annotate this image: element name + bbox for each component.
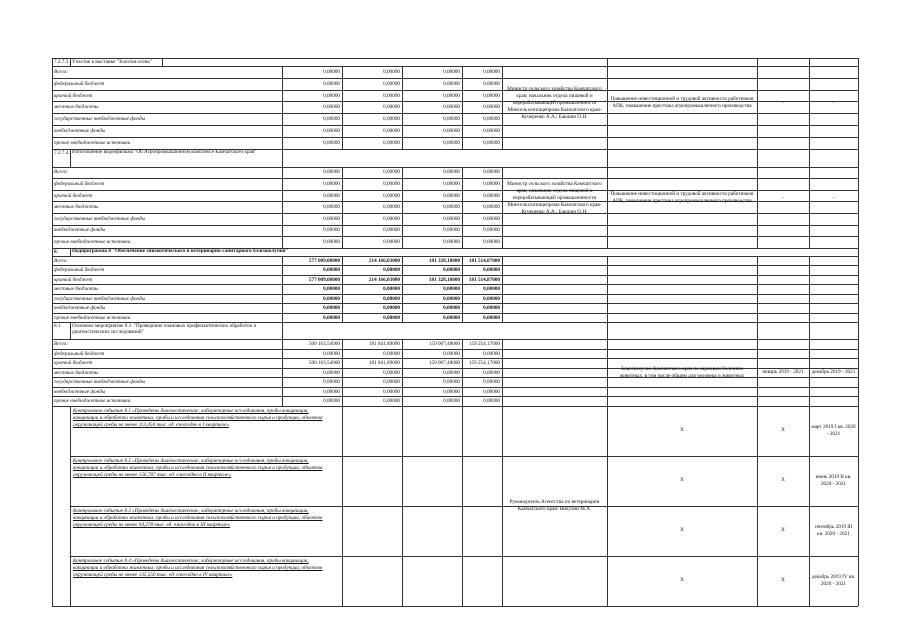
- control-event-text: Контрольное событие 8.3 «Проведены диагностические, лабораторные исследования, пробы вакцинации, вакцинации и обработки животных, пробы и исследования сельскохозяйственного сырья и продукции, объектов окружающей среды не менее 94,278 тыс. ед. ежегодно в III квартале»: [73, 507, 323, 528]
- budget-value: 0,00000: [383, 239, 400, 245]
- responsible-cell: [504, 149, 605, 248]
- budget-value: 0,00000: [383, 227, 400, 234]
- budget-value: 0,00000: [443, 181, 460, 187]
- budget-value: 181 841,89000: [368, 341, 400, 348]
- budget-row-label: прочие внебюджетные источники: [54, 314, 131, 321]
- column-border: [282, 66, 283, 149]
- control-x-end: Х: [781, 577, 785, 584]
- start-cell: [759, 58, 807, 149]
- control-date: март 2019 I кв. 2020 - 2021: [811, 423, 856, 437]
- budget-row-label: внебюджетные фонды: [54, 127, 106, 134]
- section-title: Подпрограмма 8 "Обеспечение эпизоотического и ветеринарно-санитарного благополучия": [72, 248, 289, 255]
- column-border: [607, 406, 608, 606]
- budget-value: 0,00000: [323, 116, 340, 123]
- budget-row-label: федеральный бюджет: [54, 80, 105, 87]
- budget-value: 159 067,48000: [428, 341, 460, 348]
- budget-value: 181 328,18000: [428, 276, 460, 283]
- budget-value: 0,00000: [443, 388, 460, 395]
- responsible-cell-text: Министр сельского хозяйства Камчатского края, начальник отдела пищевой и перерабатывающей промышленности Минсельхозпищепрома Камчатского края-Кучеренко А.А.; Бакшин О.Н.: [507, 180, 602, 215]
- control-x-end: Х: [781, 427, 785, 434]
- budget-value: 0,00000: [483, 295, 500, 302]
- column-border: [809, 322, 810, 406]
- budget-value: 0,00000: [383, 104, 400, 111]
- budget-row-label: внебюджетные фонды: [54, 388, 106, 395]
- start-cell: [759, 149, 807, 248]
- budget-value: 214 166,03000: [368, 257, 400, 264]
- budget-value: 0,00000: [483, 305, 500, 312]
- column-border: [342, 339, 343, 406]
- control-event-text: Контрольное событие 8.2 «Проведены диагностические, лабораторные исследования, пробы вакцинации, вакцинации и обработки животных, пробы и исследования сельскохозяйственного сырья и продукции, объектов окружающей среды не менее 156,787 тыс. ед. ежегодно в II квартале»: [73, 457, 323, 478]
- budget-row-label: внебюджетные фонды: [54, 227, 106, 234]
- column-border: [70, 322, 71, 339]
- column-border: [70, 406, 71, 606]
- budget-value: 0,00000: [443, 267, 460, 274]
- column-border: [282, 339, 283, 406]
- column-border: [282, 256, 283, 323]
- budget-value: 0,00000: [383, 388, 400, 395]
- budget-value: 0,00000: [323, 267, 340, 274]
- column-border: [342, 167, 343, 248]
- column-border: [462, 66, 463, 149]
- budget-value: 0,00000: [483, 239, 500, 245]
- control-x-end: Х: [781, 477, 785, 484]
- column-border: [858, 149, 859, 248]
- budget-value: 0,00000: [443, 314, 460, 321]
- column-border: [402, 167, 403, 248]
- budget-value: 0,00000: [383, 204, 400, 211]
- column-border: [757, 149, 758, 248]
- budget-value: 0,00000: [443, 379, 460, 386]
- budget-row-label: местные бюджеты: [54, 286, 99, 293]
- budget-value: 0,00000: [323, 181, 340, 187]
- budget-value: 0,00000: [323, 239, 340, 245]
- budget-value: 0,00000: [483, 215, 500, 222]
- budget-value: 0,00000: [323, 68, 340, 75]
- budget-value: 0,00000: [443, 116, 460, 123]
- budget-value: 0,00000: [483, 104, 500, 111]
- control-event-text: Контрольное событие 8.1 «Проведены диагностические, лабораторные исследования, пробы вакцинации, вакцинации и обработки животных, пробы и исследования сельскохозяйственного сырья и продукции, объектов окружающей среды не менее 113,450 тыс. ед. ежегодно в I квартале»: [73, 407, 323, 428]
- budget-value: 181 514,87000: [468, 257, 500, 264]
- budget-value: 0,00000: [323, 104, 340, 111]
- column-border: [462, 339, 463, 406]
- budget-value: 0,00000: [323, 80, 340, 87]
- budget-value: 0,00000: [483, 181, 500, 187]
- budget-row-label: краевой бюджет: [54, 192, 93, 199]
- budget-value: 0,00000: [483, 169, 500, 176]
- end-cell: [811, 339, 856, 406]
- budget-row-label: государственные внебюджетные фонды: [54, 295, 146, 302]
- column-border: [342, 256, 343, 323]
- column-border: [342, 406, 343, 606]
- responsible-vet-cell-text: Руководитель Агентства по ветеринарии Камчатского края/ Никулин М.А.: [509, 498, 600, 512]
- budget-value: 0,00000: [383, 295, 400, 302]
- column-border: [757, 256, 758, 323]
- column-border: [858, 406, 859, 606]
- budget-row-label: краевой бюджет: [54, 276, 93, 283]
- column-border: [757, 58, 758, 149]
- column-border: [402, 66, 403, 149]
- budget-value: 0,00000: [383, 267, 400, 274]
- column-border: [858, 322, 859, 406]
- budget-value: 159 254,17000: [468, 341, 500, 348]
- control-x-start: Х: [680, 477, 684, 484]
- budget-row-label: местные бюджеты: [54, 104, 99, 111]
- column-border: [462, 167, 463, 248]
- budget-value: 0,00000: [483, 127, 500, 134]
- budget-value: 0,00000: [443, 139, 460, 146]
- budget-row-label: федеральный бюджет: [54, 181, 105, 187]
- column-border: [70, 58, 71, 66]
- end-cell-text: -: [832, 194, 835, 201]
- end-cell-text: декабрь 2019 - 2021: [811, 369, 856, 376]
- budget-value: 0,00000: [483, 227, 500, 234]
- column-border: [607, 322, 608, 406]
- column-border: [70, 248, 71, 256]
- budget-value: 0,00000: [383, 116, 400, 123]
- budget-value: 0,00000: [483, 388, 500, 395]
- budget-value: 0,00000: [443, 215, 460, 222]
- budget-value: 0,00000: [323, 314, 340, 321]
- column-border: [162, 58, 163, 66]
- budget-value: 0,00000: [323, 398, 340, 405]
- budget-value: 0,00000: [483, 204, 500, 211]
- start-cell-text: январь 2019 - 2021: [762, 369, 804, 376]
- budget-value: 0,00000: [483, 286, 500, 293]
- end-cell-text: -: [832, 99, 835, 106]
- budget-value: 214 166,03000: [368, 276, 400, 283]
- section-title: Изготовление видеофильма "Об Агропромышленном комплексе Камчатского края": [72, 149, 257, 156]
- budget-value: 0,00000: [443, 305, 460, 312]
- section-title: Основное мероприятие 8.1. "Проведение плановых профилактических обработок и диагностических исследований": [72, 322, 257, 336]
- column-border: [809, 256, 810, 323]
- budget-row-label: Всего:: [54, 341, 69, 348]
- column-border: [282, 322, 283, 339]
- budget-value: 0,00000: [323, 215, 340, 222]
- budget-value: 0,00000: [383, 215, 400, 222]
- control-event-text: Контрольное событие 8.4 «Проведены диагностические, лабораторные исследования, пробы вакцинации, вакцинации и обработки животных, пробы и исследования сельскохозяйственного сырья и продукции, объектов окружающей среды не менее 135,550 тыс. ед. ежегодно в IV квартале»: [73, 557, 323, 578]
- budget-value: 0,00000: [323, 379, 340, 386]
- budget-value: 0,00000: [483, 116, 500, 123]
- budget-value: 0,00000: [443, 239, 460, 245]
- column-border: [52, 58, 53, 606]
- result-cell: [609, 58, 755, 149]
- budget-value: 0,00000: [323, 350, 340, 357]
- column-border: [809, 149, 810, 248]
- budget-value: 0,00000: [323, 369, 340, 376]
- budget-value: 159 067,48000: [428, 360, 460, 367]
- budget-value: 0,00000: [443, 286, 460, 293]
- budget-value: 500 163,54000: [308, 341, 340, 348]
- responsible-vet-cell: [504, 406, 605, 606]
- column-border: [858, 248, 859, 256]
- section-title: Участие в выставке "Золотая осень": [72, 58, 152, 65]
- budget-value: 0,00000: [323, 139, 340, 146]
- column-border: [809, 406, 810, 606]
- control-x-end: Х: [781, 527, 785, 534]
- budget-row-label: прочие внебюджетные источники: [54, 398, 131, 405]
- budget-value: 500 163,54000: [308, 360, 340, 367]
- budget-value: 181 514,87000: [468, 276, 500, 283]
- budget-row-label: федеральный бюджет: [54, 267, 105, 274]
- result-cell-text: Благополучие Камчатского края по заразным болезням животных, в том числе общим для человека и животных: [619, 365, 745, 379]
- row-border: [52, 606, 858, 607]
- budget-row-label: внебюджетные фонды: [54, 305, 106, 312]
- column-border: [809, 58, 810, 149]
- budget-value: 577 009,08000: [308, 257, 340, 264]
- column-border: [858, 58, 859, 149]
- budget-value: 0,00000: [443, 68, 460, 75]
- column-border: [757, 406, 758, 606]
- budget-row-label: государственные внебюджетные фонды: [54, 116, 146, 123]
- budget-row-label: местные бюджеты: [54, 369, 99, 376]
- budget-value: 0,00000: [483, 369, 500, 376]
- budget-value: 0,00000: [483, 398, 500, 405]
- budget-value: 0,00000: [323, 295, 340, 302]
- budget-value: 0,00000: [443, 104, 460, 111]
- end-cell: [811, 149, 856, 248]
- budget-value: 0,00000: [323, 227, 340, 234]
- budget-value: 0,00000: [483, 379, 500, 386]
- budget-value: 0,00000: [383, 286, 400, 293]
- column-border: [607, 58, 608, 149]
- budget-value: 0,00000: [443, 227, 460, 234]
- budget-value: 181 328,18000: [428, 257, 460, 264]
- budget-value: 0,00000: [323, 92, 340, 99]
- column-border: [502, 66, 503, 149]
- column-border: [502, 167, 503, 248]
- budget-value: 159 254,17000: [468, 360, 500, 367]
- section-code: 8.: [54, 248, 58, 255]
- responsible-cell: [504, 58, 605, 149]
- control-date: сентябрь 2019 III кв. 2020 - 2021: [814, 523, 853, 537]
- budget-value: 0,00000: [383, 350, 400, 357]
- budget-value: 0,00000: [483, 139, 500, 146]
- section-code: 8.1: [54, 323, 61, 330]
- control-x-start: Х: [680, 527, 684, 534]
- budget-value: 0,00000: [323, 305, 340, 312]
- column-border: [402, 339, 403, 406]
- budget-row-label: государственные внебюджетные фонды: [54, 379, 146, 386]
- budget-value: 0,00000: [383, 169, 400, 176]
- column-border: [402, 256, 403, 323]
- budget-value: 0,00000: [323, 127, 340, 134]
- control-date: июнь 2019 II кв. 2020 - 2021: [815, 473, 852, 487]
- budget-row-label: краевой бюджет: [54, 92, 93, 99]
- column-border: [607, 256, 608, 323]
- budget-value: 0,00000: [383, 80, 400, 87]
- budget-value: 0,00000: [383, 92, 400, 99]
- budget-value: 0,00000: [483, 92, 500, 99]
- budget-value: 0,00000: [443, 169, 460, 176]
- budget-value: 0,00000: [383, 305, 400, 312]
- column-border: [402, 406, 403, 606]
- budget-value: 0,00000: [323, 286, 340, 293]
- budget-value: 0,00000: [483, 267, 500, 274]
- budget-row-label: государственные внебюджетные фонды: [54, 215, 146, 222]
- column-border: [607, 149, 608, 248]
- budget-value: 0,00000: [383, 181, 400, 187]
- budget-row-label: краевой бюджет: [54, 360, 93, 367]
- budget-row-label: местные бюджеты: [54, 204, 99, 211]
- budget-value: 0,00000: [443, 92, 460, 99]
- control-date: декабрь 2019 IV кв. 2020 - 2021: [811, 573, 856, 587]
- column-border: [502, 339, 503, 406]
- budget-row-label: прочие внебюджетные источники: [54, 239, 131, 245]
- budget-row-label: федеральный бюджет: [54, 350, 105, 357]
- result-cell: [609, 149, 755, 248]
- control-x-start: Х: [680, 427, 684, 434]
- budget-value: 0,00000: [443, 369, 460, 376]
- budget-value: 0,00000: [483, 350, 500, 357]
- result-cell: [609, 339, 755, 406]
- budget-value: 0,00000: [383, 68, 400, 75]
- column-border: [502, 406, 503, 606]
- budget-value: 0,00000: [443, 127, 460, 134]
- column-border: [70, 149, 71, 167]
- budget-value: 0,00000: [323, 388, 340, 395]
- section-code: 7.2.7.4.: [54, 149, 70, 156]
- column-border: [858, 256, 859, 323]
- column-border: [462, 406, 463, 606]
- budget-value: 0,00000: [443, 398, 460, 405]
- budget-value: 0,00000: [443, 295, 460, 302]
- budget-value: 0,00000: [483, 314, 500, 321]
- responsible-cell-text: Министр сельского хозяйства Камчатского края; начальник отдела пищевой и перерабатывающей промышленности Минсельхозпищепрома Камчатского края-Кучеренко А.А.; Бакшин О.Н.: [507, 85, 602, 120]
- control-x-start: Х: [680, 577, 684, 584]
- budget-value: 0,00000: [383, 127, 400, 134]
- budget-row-label: прочие внебюджетные источники: [54, 139, 131, 146]
- budget-value: 0,00000: [383, 314, 400, 321]
- start-cell: [759, 339, 807, 406]
- document-table: [52, 58, 858, 606]
- budget-value: 0,00000: [323, 169, 340, 176]
- budget-row-label: Всего:: [54, 257, 69, 264]
- budget-value: 0,00000: [383, 369, 400, 376]
- column-border: [282, 167, 283, 248]
- budget-value: 0,00000: [383, 192, 400, 199]
- budget-value: 0,00000: [383, 398, 400, 405]
- budget-value: 0,00000: [383, 139, 400, 146]
- result-cell-text: Повышение инвестиционной и трудовой активности работников АПК, повышение престижа агропромышленного производства: [610, 191, 754, 205]
- budget-row-label: Всего:: [54, 169, 69, 176]
- section-code: 7.2.7.3.: [54, 59, 70, 65]
- column-border: [462, 256, 463, 323]
- budget-value: 0,00000: [383, 379, 400, 386]
- budget-value: 0,00000: [443, 350, 460, 357]
- column-border: [757, 322, 758, 406]
- budget-value: 0,00000: [323, 192, 340, 199]
- budget-value: 0,00000: [323, 204, 340, 211]
- column-border: [502, 256, 503, 323]
- budget-value: 0,00000: [483, 192, 500, 199]
- budget-value: 577 009,08000: [308, 276, 340, 283]
- budget-value: 0,00000: [483, 80, 500, 87]
- budget-value: 0,00000: [443, 80, 460, 87]
- budget-value: 0,00000: [443, 192, 460, 199]
- column-border: [342, 66, 343, 149]
- budget-row-label: Всего:: [54, 68, 69, 75]
- result-cell-text: Повышение инвестиционной и трудовой активности работников АПК, повышение престижа агропромышленного производства: [610, 96, 754, 110]
- budget-value: 181 841,89000: [368, 360, 400, 367]
- budget-value: 0,00000: [483, 68, 500, 75]
- end-cell: [811, 58, 856, 149]
- start-cell-text: -: [782, 194, 784, 201]
- start-cell-text: -: [782, 99, 784, 106]
- budget-value: 0,00000: [443, 204, 460, 211]
- column-border: [282, 149, 283, 167]
